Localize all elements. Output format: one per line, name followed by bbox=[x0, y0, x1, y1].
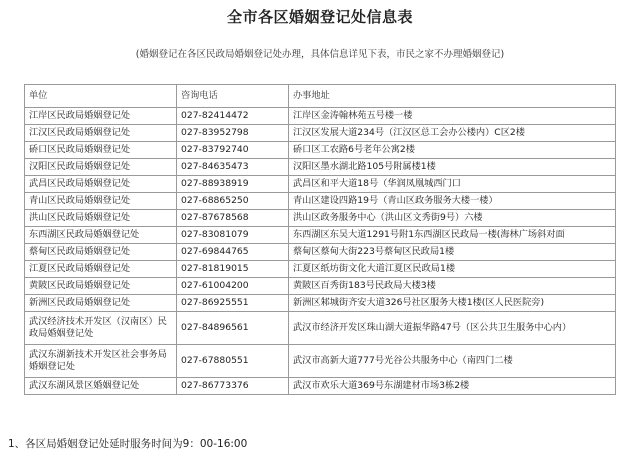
table-row bbox=[25, 378, 616, 395]
unit-cell: 武汉东湖风景区婚姻登记处 bbox=[25, 378, 177, 395]
table-row bbox=[25, 312, 616, 345]
phone-cell: 027-82414472 bbox=[177, 108, 289, 125]
address-cell: 江夏区纸坊街文化大道江夏区民政局1楼 bbox=[289, 261, 616, 278]
address-cell: 东西湖区东吴大道1291号附1东西湖区民政局一楼(海林广场斜对面 bbox=[289, 227, 616, 244]
page-subtitle: (婚姻登记在各区民政局婚姻登记处办理，具体信息详见下表，市民之家不办理婚姻登记) bbox=[135, 49, 505, 60]
phone-cell: 027-84896561 bbox=[177, 312, 289, 345]
unit-cell: 江夏区民政局婚姻登记处 bbox=[25, 261, 177, 278]
unit-cell: 汉阳区民政局婚姻登记处 bbox=[25, 159, 177, 176]
table-row bbox=[25, 176, 616, 193]
phone-cell: 027-86773376 bbox=[177, 378, 289, 395]
table-row bbox=[25, 142, 616, 159]
phone-cell: 027-81819015 bbox=[177, 261, 289, 278]
table-row bbox=[25, 108, 616, 125]
phone-cell: 027-68865250 bbox=[177, 193, 289, 210]
address-cell: 汉阳区墨水湖北路105号附属楼1楼 bbox=[289, 159, 616, 176]
phone-cell: 027-88938919 bbox=[177, 176, 289, 193]
unit-cell: 新洲区民政局婚姻登记处 bbox=[25, 295, 177, 312]
phone-cell: 027-61004200 bbox=[177, 278, 289, 295]
address-cell: 蔡甸区蔡甸大街223号蔡甸区民政局1楼 bbox=[289, 244, 616, 261]
unit-cell: 青山区民政局婚姻登记处 bbox=[25, 193, 177, 210]
phone-cell: 027-86925551 bbox=[177, 295, 289, 312]
header-unit: 单位 bbox=[25, 85, 177, 108]
address-cell: 武汉市经济开发区珠山湖大道振华路47号（区公共卫生服务中心内） bbox=[289, 312, 616, 345]
table-row bbox=[25, 261, 616, 278]
phone-cell: 027-87678568 bbox=[177, 210, 289, 227]
address-cell: 洪山区政务服务中心（洪山区文秀街9号）六楼 bbox=[289, 210, 616, 227]
table-row bbox=[25, 295, 616, 312]
table-header-row bbox=[25, 85, 616, 108]
phone-cell: 027-67880551 bbox=[177, 345, 289, 378]
page-title: 全市各区婚姻登记处信息表 bbox=[226, 8, 413, 26]
unit-cell: 硚口区民政局婚姻登记处 bbox=[25, 142, 177, 159]
unit-cell: 东西湖区民政局婚姻登记处 bbox=[25, 227, 177, 244]
service-hours-note: 1、各区局婚姻登记处延时服务时间为9：00-16:00 bbox=[8, 438, 248, 450]
address-cell: 黄陂区百秀街183号民政局大楼3楼 bbox=[289, 278, 616, 295]
table-row bbox=[25, 210, 616, 227]
registry-table bbox=[24, 84, 616, 395]
unit-cell: 武汉东湖新技术开发区社会事务局婚姻登记处 bbox=[25, 345, 177, 378]
address-cell: 硚口区工农路6号老年公寓2楼 bbox=[289, 142, 616, 159]
address-cell: 江岸区金涛翰林苑五号楼一楼 bbox=[289, 108, 616, 125]
unit-cell: 武昌区民政局婚姻登记处 bbox=[25, 176, 177, 193]
unit-cell: 洪山区民政局婚姻登记处 bbox=[25, 210, 177, 227]
phone-cell: 027-83952798 bbox=[177, 125, 289, 142]
table-row bbox=[25, 227, 616, 244]
table-row bbox=[25, 345, 616, 378]
address-cell: 新洲区邾城街齐安大道326号社区服务大楼1楼(区人民医院旁) bbox=[289, 295, 616, 312]
table-row bbox=[25, 193, 616, 210]
unit-cell: 蔡甸区民政局婚姻登记处 bbox=[25, 244, 177, 261]
header-address: 办事地址 bbox=[289, 85, 616, 108]
phone-cell: 027-84635473 bbox=[177, 159, 289, 176]
phone-cell: 027-83792740 bbox=[177, 142, 289, 159]
phone-cell: 027-69844765 bbox=[177, 244, 289, 261]
unit-cell: 江岸区民政局婚姻登记处 bbox=[25, 108, 177, 125]
table-row bbox=[25, 125, 616, 142]
unit-cell: 黄陂区民政局婚姻登记处 bbox=[25, 278, 177, 295]
address-cell: 武汉市欢乐大道369号东湖建材市场3栋2楼 bbox=[289, 378, 616, 395]
table-row bbox=[25, 159, 616, 176]
address-cell: 武昌区和平大道18号（华润凤凰城西门口 bbox=[289, 176, 616, 193]
unit-cell: 武汉经济技术开发区（汉南区）民政局婚姻登记处 bbox=[25, 312, 177, 345]
table-row bbox=[25, 278, 616, 295]
phone-cell: 027-83081079 bbox=[177, 227, 289, 244]
address-cell: 青山区建设四路19号（青山区政务服务大楼一楼） bbox=[289, 193, 616, 210]
header-phone: 咨询电话 bbox=[177, 85, 289, 108]
unit-cell: 江汉区民政局婚姻登记处 bbox=[25, 125, 177, 142]
table-row bbox=[25, 244, 616, 261]
address-cell: 江汉区发展大道234号（江汉区总工会办公楼内）C区2楼 bbox=[289, 125, 616, 142]
address-cell: 武汉市高新大道777号光谷公共服务中心（南四门二楼 bbox=[289, 345, 616, 378]
